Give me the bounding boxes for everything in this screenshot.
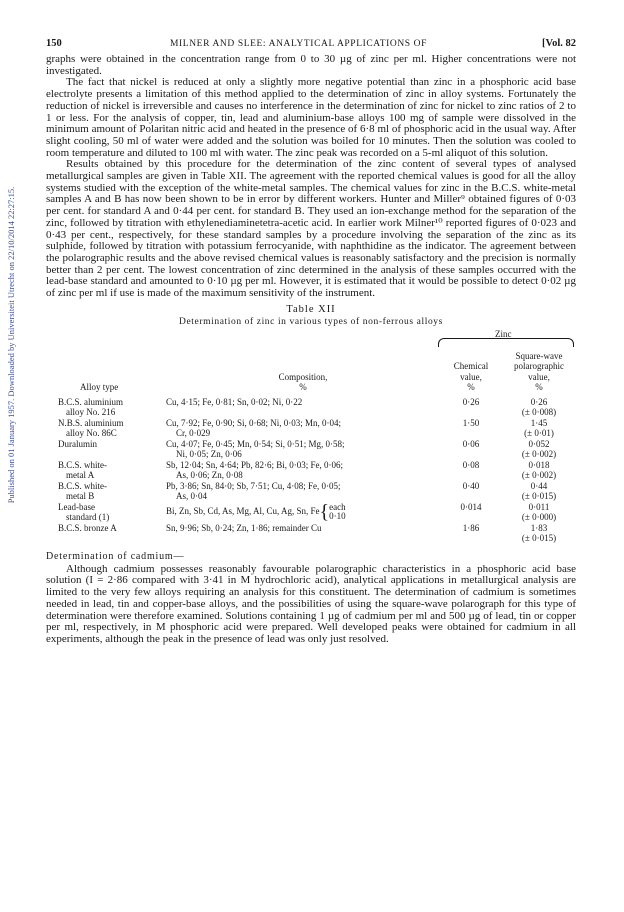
paragraph-2: The fact that nickel is reduced at only a slightly more negative potential than zinc in a phosphoric acid base electrolyte presents a limitation of this method applied to the determination of zinc in alloy systems. Fortunately the reduction of nickel is irreversible and causes no interference in the determination of zinc for nickel to zinc ratios of 2 to 1 or less. For the analysis of copper, tin, lead and aluminium-base alloys 100 mg of sample were dissolved in the minimum amount of Polaritan nitric acid and heated in the presence of 6·8 ml of phosphoric acid in the usual way. After slight cooling, 50 ml of water were added and the solution was boiled for 10 minutes. Then the solution was cooled to room temperature and diluted to 100 ml with water. The zinc peak was recorded on a 5-ml aliquot of this solution. [46, 76, 576, 159]
table-row [46, 397, 576, 418]
chemical-value: 1·50 [462, 417, 480, 428]
alloy-name: Duralumin [58, 438, 97, 449]
header-alloy-type [46, 351, 166, 393]
sw-deviation: (± 0·01) [524, 428, 554, 439]
running-title: MILNER AND SLEE: ANALYTICAL APPLICATIONS OF [170, 39, 427, 49]
sw-deviation: (± 0·015) [521, 533, 557, 544]
alloy-name: B.C.S. white- [58, 480, 108, 491]
table-row [46, 418, 576, 439]
brace-each: each [329, 502, 346, 513]
table-title: Determination of zinc in various types of non-ferrous alloys [179, 316, 443, 327]
table-row [46, 523, 576, 544]
header-composition [166, 351, 440, 393]
header-sw-label-3: value, [528, 371, 550, 382]
header-chemical-label: Chemical [453, 361, 489, 372]
header-sw-label: Square-wave [515, 350, 563, 361]
composition: Sb, 12·04; Sn, 4·64; Pb, 82·6; Bi, 0·03; Fe, 0·06; [166, 459, 344, 470]
composition: Cu, 7·92; Fe, 0·90; Si, 0·68; Ni, 0·03; Mn, 0·04; [166, 417, 341, 428]
sw-deviation: (± 0·002) [521, 449, 557, 460]
composition-2: Ni, 0·05; Zn, 0·06 [176, 449, 242, 460]
header-composition-label: Composition, [278, 371, 328, 382]
table-row [46, 439, 576, 460]
chemical-value: 1·86 [462, 522, 480, 533]
table-row [46, 481, 576, 502]
left-brace-icon: { [319, 501, 330, 524]
composition: Pb, 3·86; Sn, 84·0; Sb, 7·51; Cu, 4·08; Fe, 0·05; [166, 480, 341, 491]
download-watermark [1, 0, 15, 912]
header-chemical-unit: % [467, 382, 475, 393]
header-sw-unit: % [535, 382, 543, 393]
header-sw-label-2: polarographic [514, 361, 564, 372]
alloy-name: N.B.S. aluminium [58, 417, 124, 428]
paragraph-3: Results obtained by this procedure for the determination of the zinc content of several types of analysed metallurgical samples are given in Table XII. The agreement with the reported chemical values is good for all the alloy systems studied with the exception of the white-metal samples. The chemical values for zinc in the B.C.S. white-metal samples A and B has now been shown to be in error by different workers. Hunter and Miller⁹ obtained figures of 0·03 per cent. for standard A and 0·44 per cent. for standard B. They used an ion-exchange method for the separation of the zinc, followed by titration with ethylenediaminetetra-acetic acid. In earlier work Milner¹⁰ reported figures of 0·023 and 0·43 per cent., respectively, for these standard samples by a procedure involving the separation of the zinc as its sulphide, followed by titration with potassium ferrocyanide, with naphthidine as the indicator. The agreement between the polarographic results and the above revised chemical values is reasonably satisfactory and the precision is normally better than 2 per cent. The lowest concentration of zinc determined in the analysis of these samples occurred with the lead-base standard and amounted to 0·10 µg per ml. However, it is estimated that it would be possible to detect 0·02 µg of zinc per ml if use is made of the maximum sensitivity of the instrument. [46, 158, 576, 300]
running-header [46, 38, 576, 54]
composition-2: As, 0·04 [176, 491, 207, 502]
volume-number: [Vol. 82 [541, 38, 576, 49]
header-composition-unit: % [299, 382, 307, 393]
alloy-name: B.C.S. bronze A [58, 522, 117, 533]
page-body [46, 38, 576, 646]
alloy-name-2: standard (1) [66, 512, 110, 523]
composition: Cu, 4·15; Fe, 0·81; Sn, 0·02; Ni, 0·22 [166, 396, 303, 407]
alloy-name-2: metal A [66, 470, 95, 481]
cadmium-paragraph: Although cadmium possesses reasonably favourable polarographic characteristics in a phosphoric acid base solution (I = 2·86 compared with 3·41 in M hydrochloric acid), analytical applications in metallurgical analysis are limited to the very few alloys requiring an analysis for this constituent. The determination of cadmium is sometimes needed in lead, tin and copper-base alloys, and the possibilities of using the square-wave polarograph for this type of determination were therefore examined. Solutions containing 1 µg of cadmium per ml and 500 µg of lead, tin or copper per ml, respectively, in M phosphoric acid were prepared. Well developed peaks were obtained for cadmium in all experiments, although the peak in the presence of lead was only just resolved. [46, 562, 576, 645]
brace-value: 0·10 [329, 511, 346, 522]
composition-2: Cr, 0·029 [176, 428, 211, 439]
brace-annotation [329, 503, 346, 521]
alloy-name: B.C.S. aluminium [58, 396, 124, 407]
sw-value: 0·052 [528, 438, 550, 449]
sw-deviation: (± 0·002) [521, 470, 557, 481]
zinc-results-table [46, 351, 576, 544]
sw-deviation: (± 0·000) [521, 512, 557, 523]
section-heading: Determination of cadmium— [46, 550, 185, 562]
sw-deviation: (± 0·015) [521, 491, 557, 502]
sw-value: 1·45 [530, 417, 548, 428]
composition: Sn, 9·96; Sb, 0·24; Zn, 1·86; remainder Cu [166, 522, 322, 533]
header-square-wave [502, 351, 576, 393]
chemical-value: 0·06 [462, 438, 480, 449]
sw-value: 0·018 [528, 459, 550, 470]
chemical-value: 0·26 [462, 396, 480, 407]
composition-2: As, 0·06; Zn, 0·08 [176, 470, 243, 481]
alloy-name-2: alloy No. 86C [66, 428, 117, 439]
zinc-brace [438, 338, 574, 347]
sw-value: 0·44 [530, 480, 548, 491]
zinc-group-header [46, 329, 576, 351]
sw-deviation: (± 0·008) [521, 407, 557, 418]
sw-value: 0·011 [528, 501, 550, 512]
alloy-name: Lead-base [58, 501, 95, 512]
header-chemical-label-2: value, [460, 371, 482, 382]
table-row [46, 502, 576, 523]
table-row [46, 460, 576, 481]
alloy-name-2: metal B [66, 491, 95, 502]
sw-value: 0·26 [530, 396, 548, 407]
download-notice: Published on 01 January 1957. Downloaded by Universiteit Utrecht on 22/10/2014 22:27:15. [6, 186, 16, 504]
alloy-name: B.C.S. white- [58, 459, 108, 470]
paragraph-1: graphs were obtained in the concentration range from 0 to 30 µg of zinc per ml. Higher concentrations were not investigated. [46, 53, 576, 77]
composition: Cu, 4·07; Fe, 0·45; Mn, 0·54; Si, 0·51; Mg, 0·58; [166, 438, 345, 449]
table-header-row [46, 351, 576, 393]
chemical-value: 0·08 [462, 459, 480, 470]
composition: Bi, Zn, Sb, Cd, As, Mg, Al, Cu, Ag, Sn, Fe [166, 506, 320, 517]
alloy-name-2: alloy No. 216 [66, 407, 116, 418]
header-chemical [440, 351, 502, 393]
header-alloy-type-label: Alloy type [80, 382, 119, 393]
page-number: 150 [46, 38, 62, 49]
zinc-label: Zinc [495, 328, 512, 339]
sw-value: 1·83 [530, 522, 548, 533]
chemical-value: 0·014 [460, 501, 482, 512]
chemical-value: 0·40 [462, 480, 480, 491]
table-caption: Table XII [286, 303, 336, 315]
